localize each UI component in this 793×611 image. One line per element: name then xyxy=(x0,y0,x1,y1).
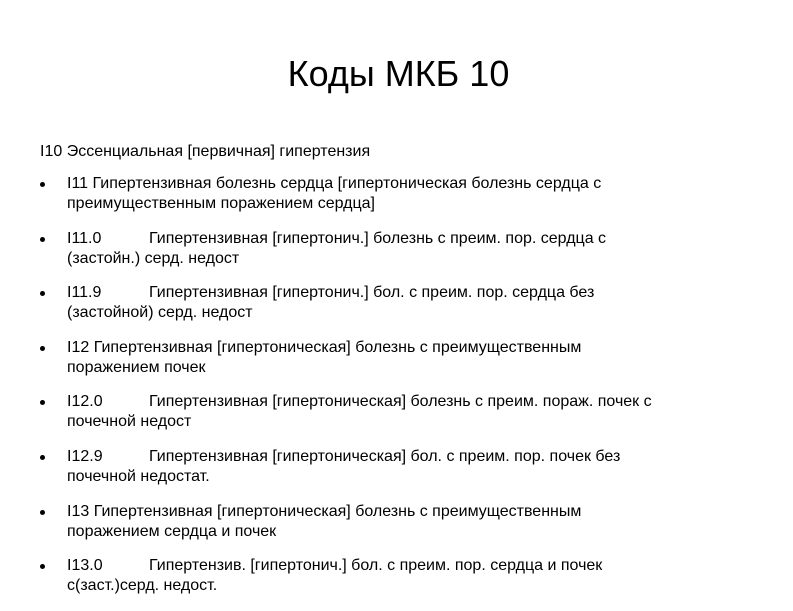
item-line-2: почечной недостат. xyxy=(67,467,210,485)
item-line-1 xyxy=(67,392,780,412)
item-line-2: преимущественным поражением сердца] xyxy=(67,195,375,212)
item-text: I12 Гипертензивная [гипертоническая] болезнь с преимущественным xyxy=(67,338,582,356)
item-line-1 xyxy=(67,556,780,576)
item-line-2: (застойной) серд. недост xyxy=(67,304,253,322)
list-item xyxy=(40,174,780,229)
item-text: I11 Гипертензивная болезнь сердца [гипертоническая болезнь сердца с xyxy=(67,175,602,192)
item-line-2: почечной недост xyxy=(67,413,192,431)
item-line-2: поражением сердца и почек xyxy=(67,522,277,540)
item-line-1 xyxy=(67,229,780,249)
bullet-icon xyxy=(40,291,45,296)
item-line-1 xyxy=(67,283,780,303)
list-item xyxy=(40,283,780,338)
list-item xyxy=(40,338,780,393)
bullet-icon xyxy=(40,455,45,460)
item-line-1 xyxy=(67,447,780,467)
item-text: Гипертензивная [гипертоническая] болезнь с преим. пораж. почек с xyxy=(149,393,652,411)
item-line-2: с(заст.)серд. недост. xyxy=(67,577,218,595)
list-item xyxy=(40,447,780,502)
item-code: I13.0 xyxy=(67,557,103,575)
list-item xyxy=(40,502,780,557)
item-text: Гипертензив. [гипертонич.] бол. с преим. пор. сердца и почек xyxy=(149,557,603,575)
list-item xyxy=(40,229,780,284)
item-line-1 xyxy=(67,502,780,522)
code-list xyxy=(40,174,780,611)
item-text: I13 Гипертензивная [гипертоническая] болезнь с преимущественным xyxy=(67,502,582,520)
bullet-icon xyxy=(40,510,45,515)
item-code: I11.9 xyxy=(67,284,102,302)
slide-title-text: Коды МКБ 10 xyxy=(287,53,510,94)
bullet-icon xyxy=(40,400,45,405)
bullet-icon xyxy=(40,564,45,569)
item-line-1 xyxy=(67,338,780,358)
list-item xyxy=(40,556,780,611)
item-text: Гипертензивная [гипертонич.] болезнь с преим. пор. сердца с xyxy=(149,229,607,247)
item-code: I12.0 xyxy=(67,393,103,411)
bullet-icon xyxy=(40,182,45,187)
item-code: I12.9 xyxy=(67,447,103,465)
bullet-icon xyxy=(40,237,45,242)
bullet-icon xyxy=(40,346,45,351)
item-line-2: поражением почек xyxy=(67,358,206,376)
slide-title xyxy=(0,50,793,98)
item-text: Гипертензивная [гипертоническая] бол. с преим. пор. почек без xyxy=(149,447,621,465)
list-item xyxy=(40,392,780,447)
item-code: I11.0 xyxy=(67,229,102,247)
intro-line: I10 Эссенциальная [первичная] гипертензия xyxy=(40,143,371,160)
item-line-1 xyxy=(67,174,780,194)
item-line-2: (застойн.) серд. недост xyxy=(67,249,240,267)
item-text: Гипертензивная [гипертонич.] бол. с преим. пор. сердца без xyxy=(149,284,595,302)
